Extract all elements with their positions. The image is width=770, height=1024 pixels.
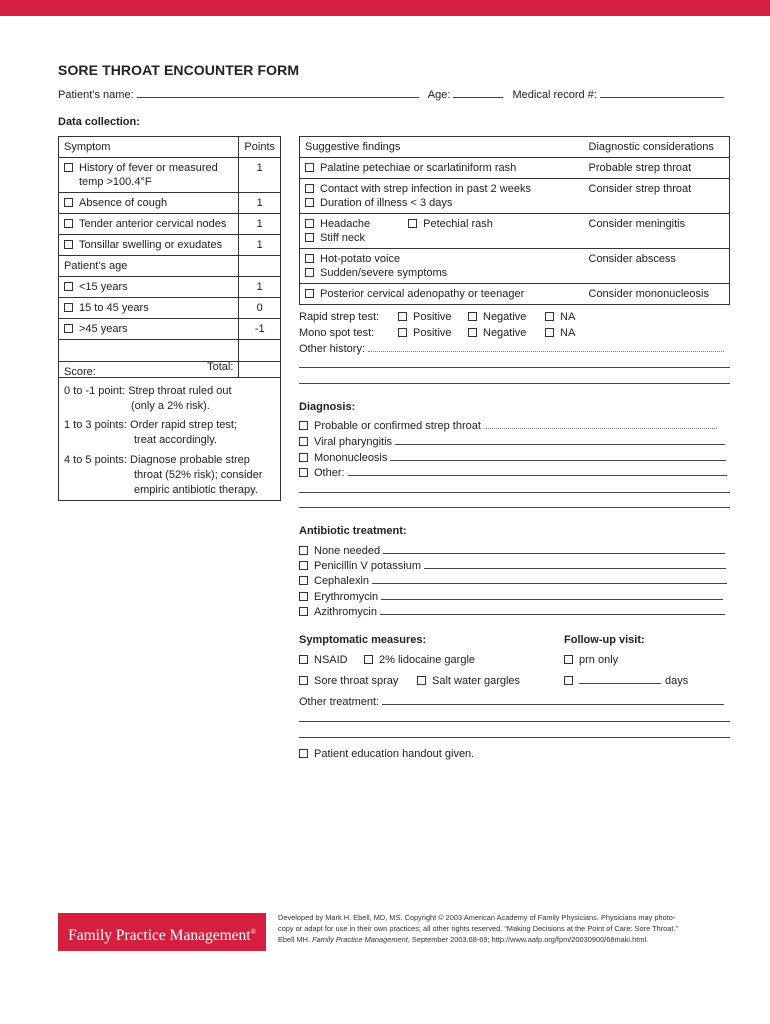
checkbox[interactable] xyxy=(305,163,314,172)
checkbox[interactable] xyxy=(305,268,314,277)
diagnosis-field[interactable] xyxy=(390,452,726,461)
checkbox[interactable] xyxy=(545,328,554,337)
age-field[interactable] xyxy=(453,89,503,98)
other-history-line[interactable] xyxy=(299,367,730,368)
checkbox[interactable] xyxy=(64,198,73,207)
diagnosis-line[interactable] xyxy=(299,507,730,508)
footer-journal-name: Family Practice Management xyxy=(312,935,408,944)
other-treatment-line[interactable] xyxy=(299,721,730,722)
option-label: Azithromycin xyxy=(314,606,377,618)
salt-water-option[interactable] xyxy=(417,675,520,687)
patient-age-header: Patient’s age xyxy=(59,256,239,277)
score-rule: 0 to -1 point: Strep throat ruled out xyxy=(64,385,232,397)
finding-row[interactable] xyxy=(300,284,584,305)
checkbox[interactable] xyxy=(305,233,314,242)
checkbox[interactable] xyxy=(398,328,407,337)
option-label: prn only xyxy=(579,654,619,666)
data-collection-label: Data collection: xyxy=(58,116,140,128)
option-label: Erythromycin xyxy=(314,591,379,603)
score-rule-cont: throat (52% risk); consider xyxy=(134,469,263,481)
days-label: days xyxy=(665,675,689,687)
checkbox[interactable] xyxy=(468,328,477,337)
score-rule-cont: (only a 2% risk). xyxy=(131,400,210,412)
finding-label: Stiff neck xyxy=(320,232,366,244)
rapid-na-option[interactable] xyxy=(545,311,575,323)
mono-na-option[interactable] xyxy=(545,327,575,339)
option-label: NA xyxy=(560,311,576,323)
age-label: Age: xyxy=(427,89,451,101)
dx-consideration: Consider abscess xyxy=(584,249,730,284)
points-value: -1 xyxy=(239,319,281,340)
footer-credit xyxy=(278,912,738,945)
symptom-row[interactable] xyxy=(59,235,239,256)
followup-label: Follow-up visit: xyxy=(564,634,645,646)
diagnosis-option[interactable] xyxy=(299,436,725,448)
option-label: None needed xyxy=(314,545,381,557)
handout-option[interactable] xyxy=(299,748,474,760)
checkbox[interactable] xyxy=(305,198,314,207)
top-color-bar xyxy=(0,0,770,16)
diagnosis-label: Diagnosis: xyxy=(299,401,356,413)
form-title: SORE THROAT ENCOUNTER FORM xyxy=(58,62,300,78)
rapid-negative-option[interactable] xyxy=(468,311,526,323)
followup-days-field[interactable] xyxy=(579,675,661,684)
checkbox[interactable] xyxy=(64,240,73,249)
finding-label: Posterior cervical adenopathy or teenager xyxy=(320,288,525,300)
points-value: 1 xyxy=(239,214,281,235)
checkbox[interactable] xyxy=(468,312,477,321)
option-label: Salt water gargles xyxy=(432,675,521,687)
mrn-field[interactable] xyxy=(600,89,724,98)
finding-label: Headache xyxy=(320,218,371,230)
age-row[interactable] xyxy=(59,298,239,319)
finding-label: Sudden/severe symptoms xyxy=(320,267,448,279)
logo-text: Family Practice Management xyxy=(68,927,251,945)
other-treatment-line[interactable] xyxy=(299,737,730,738)
age-row[interactable] xyxy=(59,319,239,340)
option-label: Positive xyxy=(413,311,452,323)
checkbox[interactable] xyxy=(364,655,373,664)
antibiotic-option[interactable] xyxy=(299,606,725,618)
option-label: Cephalexin xyxy=(314,575,370,587)
finding-label: Petechial rash xyxy=(423,218,493,230)
checkbox[interactable] xyxy=(408,219,417,228)
checkbox[interactable] xyxy=(64,324,73,333)
age-row-label: 15 to 45 years xyxy=(79,302,149,314)
age-row-label: >45 years xyxy=(79,323,128,335)
other-history-field[interactable] xyxy=(368,343,724,352)
findings-col-header: Suggestive findings xyxy=(300,137,584,158)
diagnosis-field[interactable] xyxy=(484,420,717,429)
diagnosis-option[interactable] xyxy=(299,452,726,464)
nsaid-option[interactable] xyxy=(299,654,348,666)
finding-row[interactable] xyxy=(300,214,584,249)
symptom-label: Tender anterior cervical nodes xyxy=(79,218,227,230)
points-value: 1 xyxy=(239,158,281,193)
footer-line xyxy=(278,934,738,945)
checkbox[interactable] xyxy=(545,312,554,321)
lidocaine-option[interactable] xyxy=(364,654,475,666)
finding-row[interactable] xyxy=(300,249,584,284)
dx-consideration: Probable strep throat xyxy=(584,158,730,179)
antibiotic-field[interactable] xyxy=(381,591,723,600)
antibiotic-option[interactable] xyxy=(299,591,723,603)
followup-days-option[interactable] xyxy=(564,675,688,687)
checkbox[interactable] xyxy=(64,303,73,312)
checkbox[interactable] xyxy=(564,655,573,664)
checkbox[interactable] xyxy=(305,254,314,263)
patient-info-row xyxy=(58,89,724,101)
finding-row[interactable] xyxy=(300,179,584,214)
option-label: Positive xyxy=(413,327,452,339)
antibiotic-option[interactable] xyxy=(299,575,727,587)
dx-consideration: Consider mononucleosis xyxy=(584,284,730,305)
other-treatment-field[interactable] xyxy=(382,696,724,705)
checkbox[interactable] xyxy=(64,219,73,228)
antibiotic-field[interactable] xyxy=(380,606,725,615)
footer-line: copy or adapt for use in their own practices; all other rights reserved. “Making Decisions at the Point of Care: Sore Throat.” xyxy=(278,924,678,933)
patient-name-field[interactable] xyxy=(137,89,419,98)
mono-spot-label: Mono spot test: xyxy=(299,327,375,339)
option-label: Viral pharyngitis xyxy=(314,436,393,448)
fpm-logo xyxy=(58,913,266,951)
antibiotic-label: Antibiotic treatment: xyxy=(299,525,407,537)
option-label: Penicillin V potassium xyxy=(314,560,421,572)
other-treatment-label: Other treatment: xyxy=(299,696,380,708)
points-value: 0 xyxy=(239,298,281,319)
checkbox[interactable] xyxy=(299,592,308,601)
score-rule: 4 to 5 points: Diagnose probable strep xyxy=(64,454,250,466)
symptom-table xyxy=(58,136,281,378)
option-label: NA xyxy=(560,327,576,339)
option-label: Probable or confirmed strep throat xyxy=(314,420,481,432)
option-label: Other: xyxy=(314,467,345,479)
score-rule-cont: treat accordingly. xyxy=(134,434,217,446)
prn-option[interactable] xyxy=(564,654,618,666)
diagnosis-line[interactable] xyxy=(299,492,730,493)
option-label: Negative xyxy=(483,311,527,323)
findings-table xyxy=(299,136,730,305)
other-history-line[interactable] xyxy=(299,383,730,384)
other-treatment-row xyxy=(299,696,724,708)
finding-label: Duration of illness < 3 days xyxy=(320,197,453,209)
symptom-label-cont: temp >100.4°F xyxy=(79,176,152,188)
symptom-label: History of fever or measured xyxy=(79,162,218,174)
points-value: 1 xyxy=(239,277,281,298)
finding-label: Contact with strep infection in past 2 weeks xyxy=(320,183,531,195)
checkbox[interactable] xyxy=(299,421,308,430)
points-value: 1 xyxy=(239,193,281,214)
checkbox[interactable] xyxy=(64,282,73,291)
footer-text-part: , September 2003:68-69; http://www.aafp.org/fpm/20030900/68maki.html. xyxy=(407,935,649,944)
logo-registered-mark: ® xyxy=(250,928,256,936)
age-row-label: <15 years xyxy=(79,281,128,293)
symptom-label: Absence of cough xyxy=(79,197,168,209)
checkbox[interactable] xyxy=(417,676,426,685)
antibiotic-field[interactable] xyxy=(383,545,725,554)
checkbox[interactable] xyxy=(299,546,308,555)
diagnosis-field[interactable] xyxy=(348,467,727,476)
checkbox[interactable] xyxy=(398,312,407,321)
checkbox[interactable] xyxy=(299,676,308,685)
other-history-row xyxy=(299,343,724,355)
patient-name-label: Patient’s name: xyxy=(58,89,134,101)
footer-text-part: Ebell MH. xyxy=(278,935,313,944)
checkbox[interactable] xyxy=(299,453,308,462)
checkbox[interactable] xyxy=(305,289,314,298)
rapid-strep-label: Rapid strep test: xyxy=(299,311,380,323)
checkbox[interactable] xyxy=(299,561,308,570)
footer-line: Developed by Mark H. Ebell, MD, MS. Copyright © 2003 American Academy of Family Physicians. Physicians may photo- xyxy=(278,913,676,922)
checkbox[interactable] xyxy=(299,576,308,585)
symptom-col-header: Symptom xyxy=(59,137,239,158)
checkbox[interactable] xyxy=(299,437,308,446)
antibiotic-option[interactable] xyxy=(299,560,726,572)
age-row[interactable] xyxy=(59,277,239,298)
symptom-label: Tonsillar swelling or exudates xyxy=(79,239,223,251)
score-box xyxy=(58,361,281,501)
antibiotic-field[interactable] xyxy=(372,575,727,584)
diagnosis-field[interactable] xyxy=(395,436,725,445)
total-label: Total: xyxy=(59,340,239,378)
score-label: Score: xyxy=(64,366,96,378)
finding-row[interactable] xyxy=(300,158,584,179)
symptom-row[interactable] xyxy=(59,158,239,193)
antibiotic-field[interactable] xyxy=(424,560,726,569)
option-label: Negative xyxy=(483,327,527,339)
score-rule-cont: empiric antibiotic therapy. xyxy=(134,484,258,496)
symptomatic-label: Symptomatic measures: xyxy=(299,634,427,646)
points-value: 1 xyxy=(239,235,281,256)
spray-option[interactable] xyxy=(299,675,398,687)
mrn-label: Medical record #: xyxy=(512,89,597,101)
checkbox[interactable] xyxy=(305,219,314,228)
checkbox[interactable] xyxy=(299,655,308,664)
diagnosis-option[interactable] xyxy=(299,467,727,479)
checkbox[interactable] xyxy=(299,749,308,758)
other-history-label: Other history: xyxy=(299,343,366,355)
checkbox[interactable] xyxy=(305,184,314,193)
diagnosis-option[interactable] xyxy=(299,420,717,432)
mono-positive-option[interactable] xyxy=(398,327,452,339)
checkbox[interactable] xyxy=(299,468,308,477)
finding-label: Hot-potato voice xyxy=(320,253,401,265)
dx-col-header: Diagnostic considerations xyxy=(584,137,730,158)
checkbox[interactable] xyxy=(64,163,73,172)
symptom-row[interactable] xyxy=(59,214,239,235)
option-label: NSAID xyxy=(314,654,348,666)
dx-consideration: Consider strep throat xyxy=(584,179,730,214)
antibiotic-option[interactable] xyxy=(299,545,725,557)
symptom-row[interactable] xyxy=(59,193,239,214)
checkbox[interactable] xyxy=(564,676,573,685)
mono-negative-option[interactable] xyxy=(468,327,526,339)
dx-consideration: Consider meningitis xyxy=(584,214,730,249)
finding-label: Palatine petechiae or scarlatiniform rash xyxy=(320,162,517,174)
option-label: 2% lidocaine gargle xyxy=(379,654,476,666)
score-rule: 1 to 3 points: Order rapid strep test; xyxy=(64,419,238,431)
option-label: Patient education handout given. xyxy=(314,748,475,760)
rapid-positive-option[interactable] xyxy=(398,311,452,323)
checkbox[interactable] xyxy=(299,607,308,616)
points-col-header: Points xyxy=(239,137,281,158)
option-label: Mononucleosis xyxy=(314,452,388,464)
option-label: Sore throat spray xyxy=(314,675,399,687)
